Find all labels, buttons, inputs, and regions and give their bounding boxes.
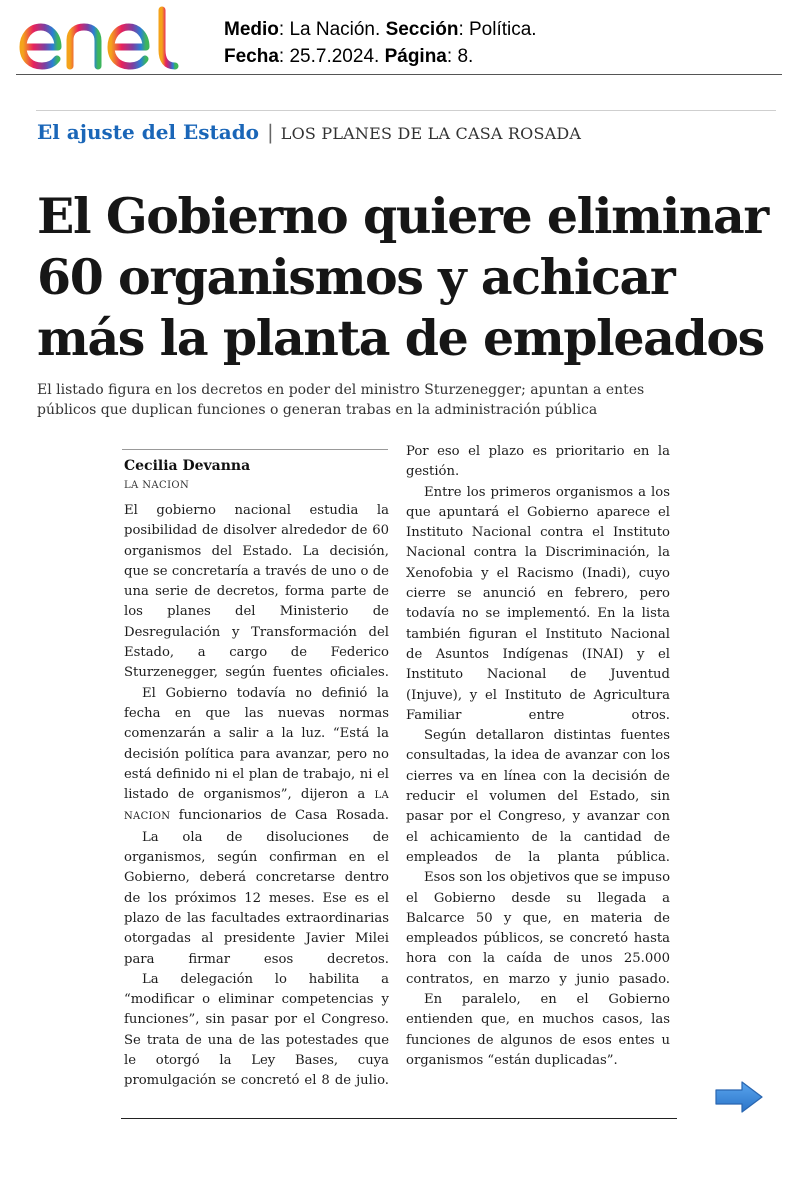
clipping-metadata	[224, 16, 537, 70]
paragraph: El gobierno nacional estudia la posibilidad de disolver alrededor de 60 organismos del Estado. La decisión, que se concretaría a través de uno o de una serie de decretos, forma parte de los planes del Ministerio de Desregulación y Transformación del Estado, a cargo de Federico Sturzenegger, según fuentes oficiales.	[124, 503, 389, 681]
medio-line	[224, 16, 537, 43]
paragraph: La delegación lo habilita a “modificar o eliminar competencias y funciones”, sin pasar por el Congreso. Se trata de una de las potestades que le otorgó la Ley Bases, cuya promulgación se concretó el 8 de julio.	[124, 971, 389, 1089]
kicker-separator: |	[267, 120, 274, 144]
paragraph: Según detallaron distintas fuentes consultadas, la idea de avanzar con los cierres va en línea con la decisión de reducir el volumen del Estado, sin pasar por el Congreso, y avanzar con el achicamiento de la cantidad de empleados de la planta pública.	[406, 728, 670, 865]
paragraph-text: El Gobierno todavía no definió la fecha en que las nuevas normas comenzarán a salir a la luz. “Está la decisión política para avanzar, pero no está definido ni el plan de trabajo, ni el listado de organismos”, dijeron a	[124, 685, 389, 803]
enel-logo	[16, 4, 191, 74]
medio-label: Medio	[224, 19, 279, 40]
outlet-mention: LA NACION	[124, 790, 389, 823]
kicker-divider	[36, 110, 776, 111]
seccion-value: : Política.	[458, 19, 537, 40]
header-divider	[16, 74, 782, 75]
headline-line: 60 organismos y achicar	[37, 248, 675, 306]
kicker	[37, 120, 581, 144]
pagina-value: : 8.	[446, 46, 474, 67]
article-column-1	[124, 501, 389, 1092]
topic-label: LOS PLANES DE LA CASA ROSADA	[280, 124, 582, 143]
fecha-value: : 25.7.2024.	[278, 46, 385, 67]
author-outlet: LA NACION	[124, 480, 190, 491]
paragraph: Por eso el plazo es prioritario en la gestión.	[406, 444, 670, 480]
article-end-rule	[121, 1118, 677, 1119]
paragraph: Entre los primeros organismos a los que apuntará el Gobierno aparece el Instituto Nacional contra el Instituto Nacional contra la Discriminación, la Xenofobia y el Racismo (Inadi), cuyo cierre se anunció en febrero, pero todavía no se implementó. En la lista también figuran el Instituto Nacional de Asuntos Indígenas (INAI) y el Instituto Nacional de Juventud (Injuve), y el Instituto de Agricultura Familiar entre otros.	[406, 484, 670, 723]
paragraph: Esos son los objetivos que se impuso el Gobierno desde su llegada a Balcarce 50 y que, en materia de empleados públicos, se concretó hasta hora con la caída de unos 25.000 contratos, en marzo y junio pasado.	[406, 870, 671, 987]
paragraph	[124, 684, 389, 828]
seccion-label: Sección	[385, 19, 459, 40]
headline-line: más la planta de empleados	[37, 309, 764, 367]
fecha-line	[224, 43, 537, 70]
byline-divider	[122, 449, 388, 450]
article-column-2	[406, 442, 670, 1071]
article-headline	[37, 186, 777, 369]
medio-value: : La Nación.	[278, 19, 386, 40]
pagina-label: Página	[384, 46, 447, 67]
fecha-label: Fecha	[224, 46, 279, 67]
author-name: Cecilia Devanna	[124, 458, 251, 474]
arrow-right-icon[interactable]	[714, 1080, 764, 1114]
deck-line: El listado figura en los decretos en poder del ministro Sturzenegger; apuntan a entes	[37, 382, 645, 398]
paragraph: En paralelo, en el Gobierno entienden que, en muchos casos, las funciones de algunos de esos entes u organismos “están duplicadas”.	[406, 992, 670, 1068]
article-deck	[37, 380, 757, 420]
section-label: El ajuste del Estado	[37, 120, 260, 144]
paragraph: La ola de disoluciones de organismos, según confirman en el Gobierno, deberá concretarse dentro de los próximos 12 meses. Ese es el plazo de las facultades extraordinarias otorgadas al presidente Javier Milei para firmar esos decretos.	[124, 829, 389, 967]
deck-line: públicos que duplican funciones o generan trabas en la administración pública	[37, 402, 598, 418]
headline-line: El Gobierno quiere eliminar	[37, 187, 768, 245]
paragraph-text: funcionarios de Casa Rosada.	[170, 808, 389, 824]
